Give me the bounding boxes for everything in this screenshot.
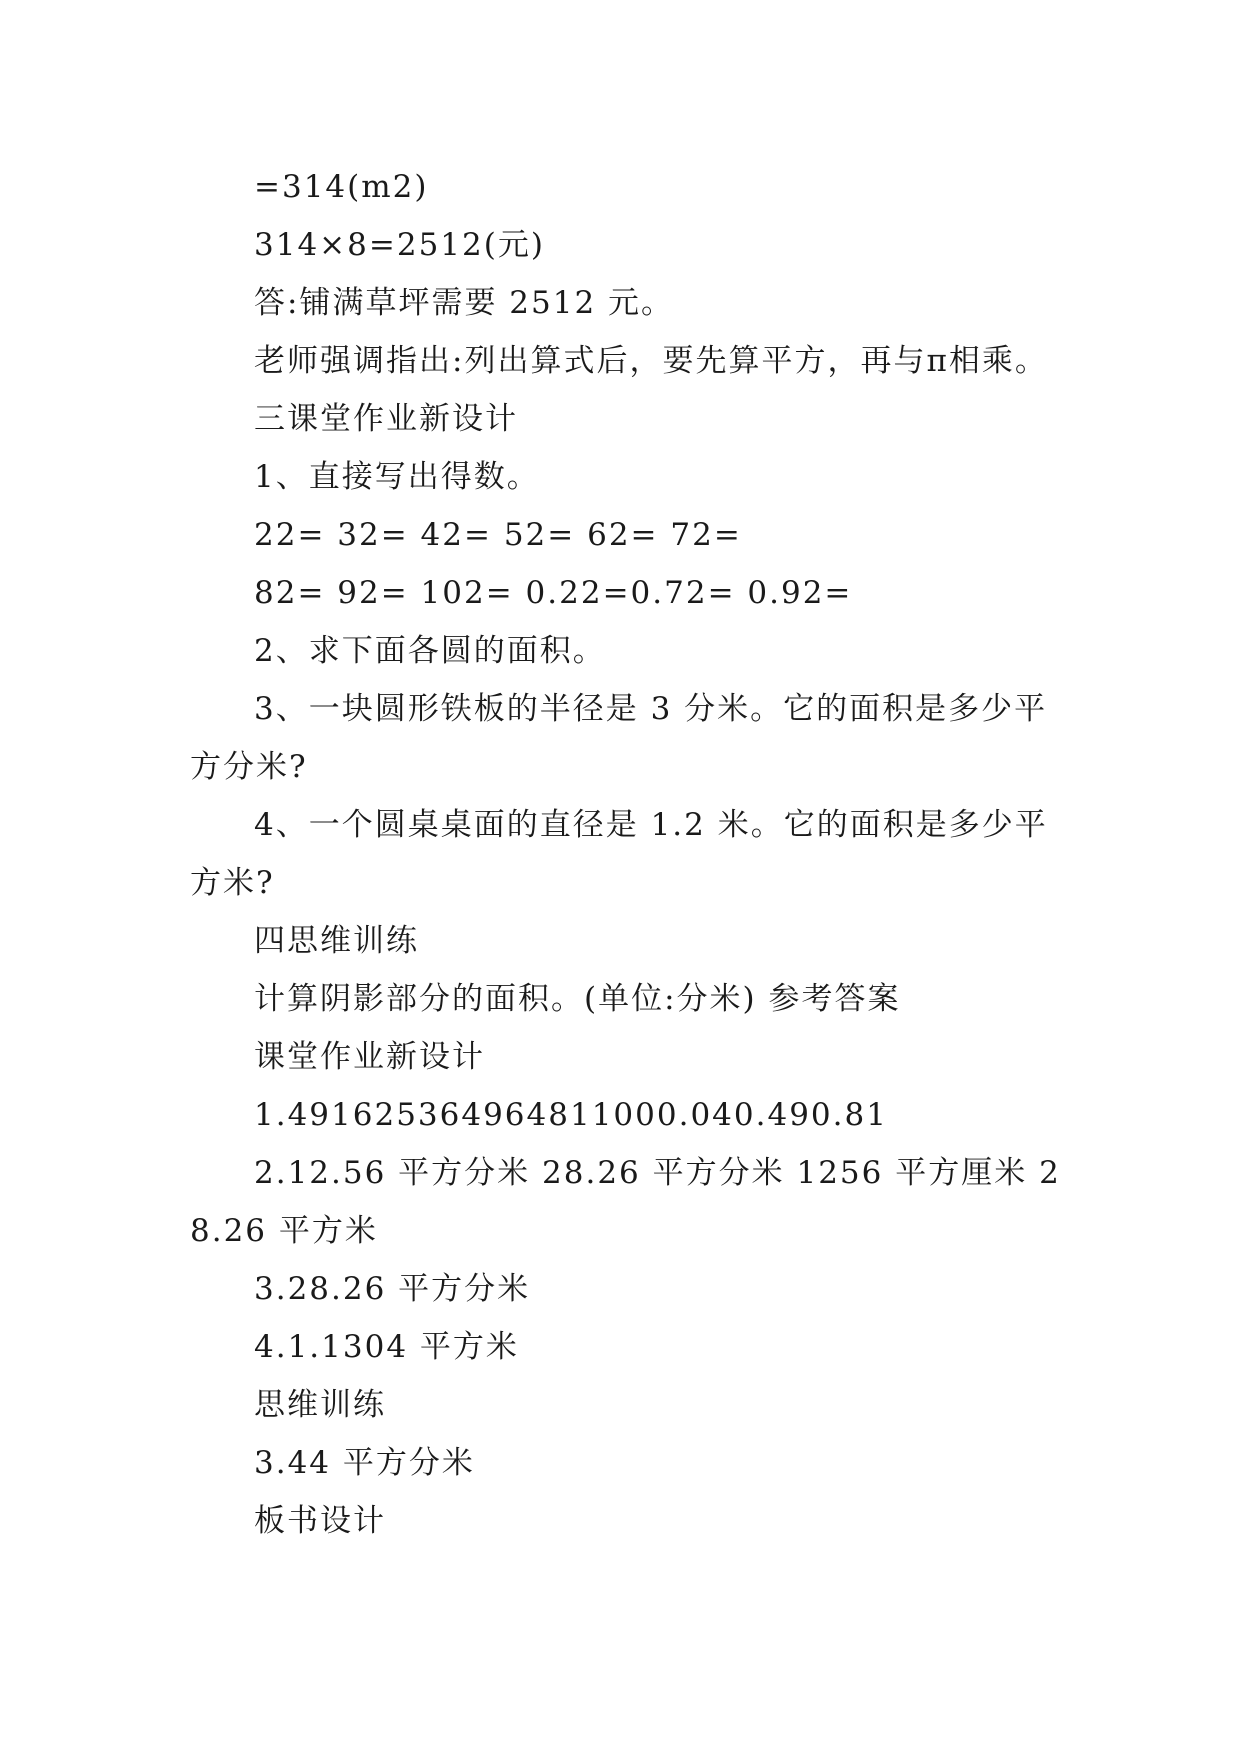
section-heading: 课堂作业新设计 xyxy=(254,1039,485,1075)
text-line: 4.1.1304 平方米 xyxy=(254,1329,519,1365)
text-line: 1、直接写出得数。 xyxy=(254,459,540,495)
text-line: 22= 32= 42= 52= 62= 72= xyxy=(254,517,742,553)
text-line: =314(m2) xyxy=(254,169,429,205)
text-line: 3.44 平方分米 xyxy=(254,1445,475,1481)
text-paragraph: 3、一块圆形铁板的半径是 3 分米。它的面积是多少平方分米? xyxy=(190,691,1048,785)
section-heading: 板书设计 xyxy=(254,1503,386,1539)
text-line: 老师强调指出:列出算式后，要先算平方，再与π相乘。 xyxy=(254,343,1048,379)
section-heading: 三课堂作业新设计 xyxy=(254,401,518,437)
text-paragraph: 4、一个圆桌桌面的直径是 1.2 米。它的面积是多少平方米? xyxy=(190,807,1048,901)
text-line: 答:铺满草坪需要 2512 元。 xyxy=(254,285,675,321)
text-paragraph: 2.12.56 平方分米 28.26 平方分米 1256 平方厘米 28.26 平方米 xyxy=(190,1155,1061,1249)
text-line: 82= 92= 102= 0.22=0.72= 0.92= xyxy=(254,575,853,611)
section-heading: 四思维训练 xyxy=(254,923,419,959)
text-line: 2、求下面各圆的面积。 xyxy=(254,633,606,669)
text-line: 3.28.26 平方分米 xyxy=(254,1271,531,1307)
document-body xyxy=(190,158,1070,1550)
text-line: 1.491625364964811000.040.490.81 xyxy=(254,1097,888,1133)
text-line: 计算阴影部分的面积。(单位:分米) 参考答案 xyxy=(254,981,901,1017)
section-heading: 思维训练 xyxy=(254,1387,386,1423)
text-line: 314×8=2512(元) xyxy=(254,227,545,263)
